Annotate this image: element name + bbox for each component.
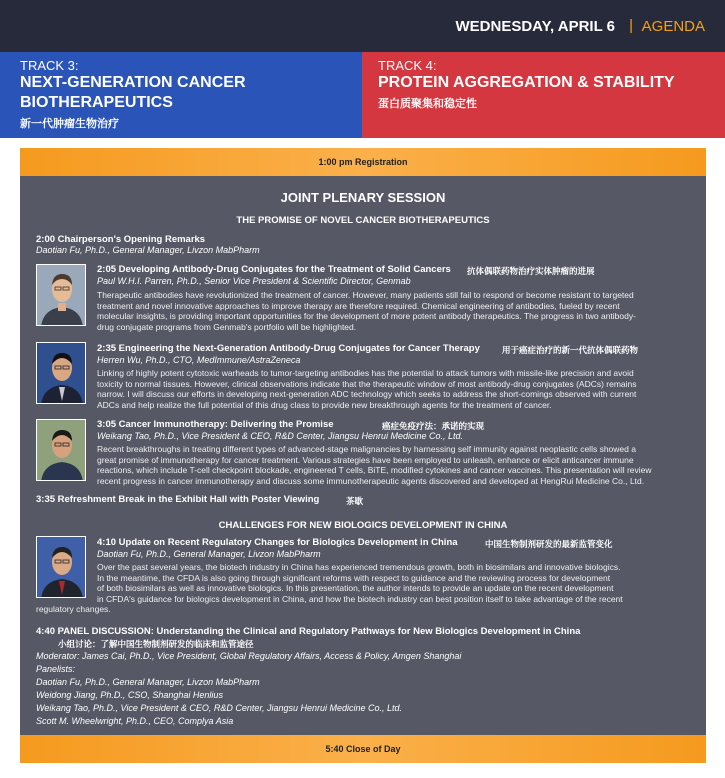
section-title: CHALLENGES FOR NEW BIOLOGICS DEVELOPMENT IN CHINA [218,520,508,531]
agenda-label: AGENDA [641,18,705,35]
abstract-line: Linking of highly potent cytotoxic warheads to tumor-targeting antibodies has the potential to attack tumors with missile-like precision and avoid [97,368,634,378]
abstract-line: in CFDA's guidance for biologics development in China, and how the biotech industry can best position itself to take advantage of the recent [97,593,623,604]
chair-title: 2:00 Chairperson's Opening Remarks [36,234,206,245]
track-name-line: BIOTHERAPEUTICS [20,94,173,111]
speaker-photo [36,419,86,481]
agenda-panel [20,148,706,763]
talk-speaker: Daotian Fu, Ph.D., General Manager, Livzon MabPharm [97,549,321,559]
track-number: TRACK 4: [378,58,437,73]
registration-bar: 1:00 pm Registration [20,148,706,176]
abstract-line: reactions, which include T-cell checkpoint blockade, engineered T cells, BiTE, modified cytokines and cancer vaccines. This presentation will review [97,465,652,476]
abstract-line: of both biosimilars as well as innovative biologics. In this presentation, the author intends to provide an update on the recent development [97,583,614,594]
talk-speaker: Herren Wu, Ph.D., CTO, MedImmune/AstraZeneca [97,355,301,365]
break-title-chinese: 茶歇 [346,496,364,506]
date-label: WEDNESDAY, APRIL 6 [455,18,615,35]
person-portrait-icon [37,537,86,598]
abstract-line: Therapeutic antibodies have revolutionized the treatment of cancer. However, many patients still fail to respond or become resistant to targeted [97,290,634,300]
plenary-subtitle: THE PROMISE OF NOVEL CANCER BIOTHERAPEUTICS [236,215,490,226]
break-title: 3:35 Refreshment Break in the Exhibit Hall with Poster Viewing [36,494,320,505]
panel-moderator: Moderator: James Cai, Ph.D., Vice President, Global Regulatory Affairs, Access & Policy, Amgen Shanghai [36,651,462,661]
panel-title: 4:40 PANEL DISCUSSION: Understanding the Clinical and Regulatory Pathways for New Biologics Development in China [36,626,581,637]
panelist: Scott M. Wheelwright, Ph.D., CEO, Complya Asia [36,716,234,726]
close-of-day-bar: 5:40 Close of Day [20,735,706,763]
chair-speaker: Daotian Fu, Ph.D., General Manager, Livzon MabPharm [36,245,260,255]
top-bar [0,0,725,52]
talk-title-chinese: 抗体偶联药物治疗实体肿瘤的进展 [467,266,595,276]
abstract-line: molecular insights, is providing important opportunities for the development of more potent antibody therapeutics. The progress in two antibody- [97,311,636,322]
abstract-line: Over the past several years, the biotech industry in China has experienced tremendous growth, both in biosimilars and innovative biologics. [97,562,621,572]
abstract-line: regulatory changes. [36,604,111,614]
talk-speaker: Weikang Tao, Ph.D., Vice President & CEO, R&D Center, Jiangsu Henrui Medicine Co., Ltd. [97,431,464,441]
talk-abstract [97,444,697,486]
speaker-photo [36,342,86,404]
header-separator: | [629,17,633,34]
abstract-line: recent progress in cancer immunotherapy and discuss some immunotherapeutic agents discovered and developed at HengRui Medicine Co., Ltd. [97,475,645,486]
talk-title-chinese: 中国生物制剂研发的最新监管变化 [485,539,613,549]
speaker-photo [36,536,86,598]
talk-title: 3:05 Cancer Immunotherapy: Delivering the Promise [97,419,334,430]
abstract-line: ADCs and help realize the full potential of this drug class to provide new breakthrough agents for the treatment of cancer. [97,399,552,410]
speaker-photo [36,264,86,326]
talk-abstract [97,368,697,410]
abstract-line: toxicity to normal tissues. However, clinical observations indicate that the therapeutic window of most antibody-drug conjugates (ADCs) remains [97,378,637,389]
talk-title: 2:35 Engineering the Next-Generation Antibody-Drug Conjugates for Cancer Therapy [97,343,480,354]
panelist: Weikang Tao, Ph.D., Vice President & CEO, R&D Center, Jiangsu Henrui Medicine Co., Ltd. [36,703,403,713]
person-portrait-icon [37,420,86,481]
talk-title: 2:05 Developing Antibody-Drug Conjugates for the Treatment of Solid Cancers [97,264,451,275]
panel-title-chinese: 小组讨论：了解中国生物制剂研发的临床和监管途径 [58,639,254,649]
panelists-label: Panelists: [36,664,76,674]
talk-title-chinese: 癌症免疫疗法：承诺的实现 [382,421,485,431]
track-name-chinese: 蛋白质聚集和稳定性 [378,98,477,110]
track-name-line: NEXT-GENERATION CANCER [20,74,246,91]
track-name [20,73,246,113]
talk-abstract [97,562,697,604]
person-portrait-icon [37,265,86,326]
abstract-line: In the meantime, the CFDA is also going through significant reforms with respect to guidance and the reviewing process for development [97,572,611,583]
panelist: Daotian Fu, Ph.D., General Manager, Livzon MabPharm [36,677,260,687]
abstract-line: great promise of immunotherapy for cancer treatment. Various strategies have been employed to unleash, enhance or elicit anticancer immune [97,454,634,465]
person-portrait-icon [37,343,86,404]
talk-abstract [97,290,697,332]
talk-title: 4:10 Update on Recent Regulatory Changes for Biologics Development in China [97,537,458,548]
track-4-banner [362,52,725,138]
plenary-title: JOINT PLENARY SESSION [280,190,446,205]
track-number: TRACK 3: [20,58,79,73]
track-3-banner [0,52,362,138]
talk-speaker: Paul W.H.I. Parren, Ph.D., Senior Vice President & Scientific Director, Genmab [97,276,411,286]
track-name: PROTEIN AGGREGATION & STABILITY [378,74,675,91]
abstract-line: Recent breakthroughs in treating different types of advanced-stage malignancies by harnessing self immunity against neoplastic cells showed a [97,444,636,454]
abstract-line: narrow. I will discuss our efforts in developing next-generation ADC technology which seeks to address the short-comings observed with current [97,389,637,400]
abstract-line: drug conjugate programs from Genmab's portfolio will be highlighted. [97,321,357,332]
panelist: Weidong Jiang, Ph.D., CSO, Shanghai Henlius [36,690,223,700]
track-name-chinese: 新一代肿瘤生物治疗 [20,118,119,130]
abstract-line: treatment and novel innovative approaches to improve therapy are therefore required. Chemical engineering of antibodies, fueled by recent [97,300,620,311]
talk-title-chinese: 用于癌症治疗的新一代抗体偶联药物 [502,345,639,355]
